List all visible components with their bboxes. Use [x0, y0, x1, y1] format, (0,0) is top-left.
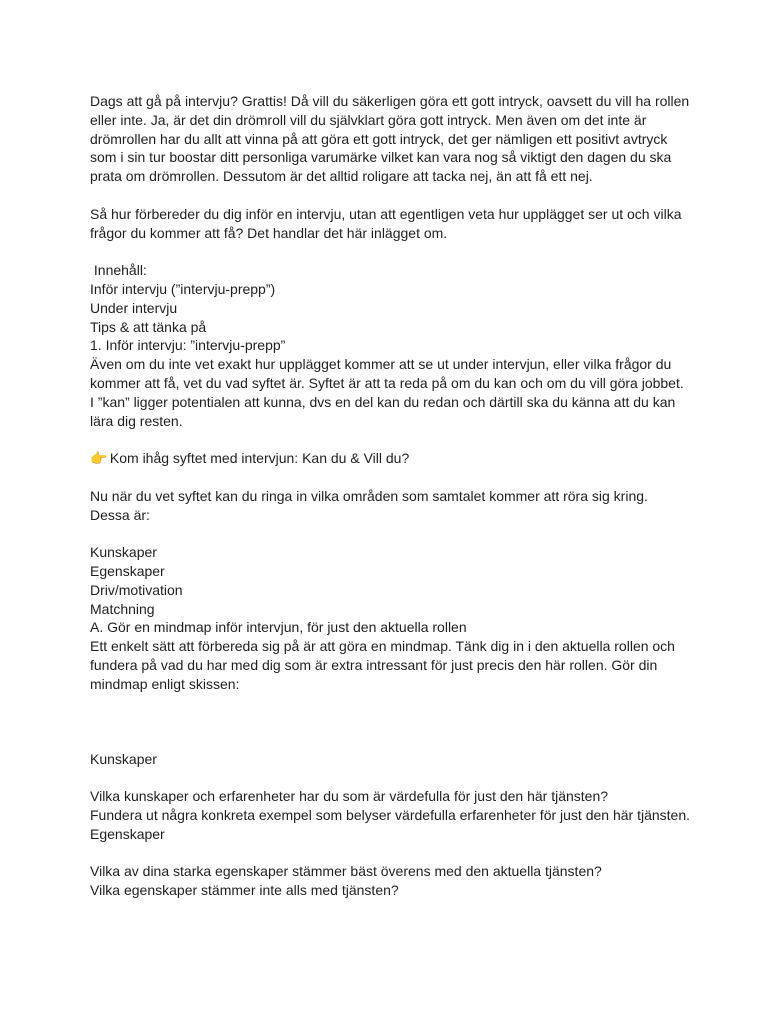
toc-item-3: Tips & att tänka på: [90, 318, 207, 335]
intro-paragraph: Dags att gå på intervju? Grattis! Då vill du säkerligen göra ett gott intryck, oavsett du vill ha rollen eller inte. Ja, är det din drömroll vill du självklart göra gott intryck. Men även om det inte är drömrollen har du allt att vinna på att göra ett gott intryck, det ger nämligen ett positivt avtryck som i sin tur boostar ditt personliga varumärke vilket kan vara nog så viktigt den dagen du ska prata om drömrollen. Dessutom är det alltid roligare att tacka nej, än att få ett nej.: [90, 93, 690, 185]
kunskaper-question-2: Fundera ut några konkreta exempel som belyser värdefulla erfarenheter för just den här tjänsten.: [90, 806, 690, 823]
toc-item-1: Inför intervju (”intervju-prepp”): [90, 280, 276, 297]
egenskaper-heading: Egenskaper: [90, 825, 165, 842]
pointing-hand-icon: 👉: [90, 450, 108, 467]
tip-line: [90, 449, 690, 468]
sectionA-heading: A. Gör en mindmap inför intervjun, för just den aktuella rollen: [90, 619, 467, 636]
sectionA-paragraph: Ett enkelt sätt att förbereda sig på är att göra en mindmap. Tänk dig in i den aktuella rollen och fundera på vad du har med dig som är extra intressant för just precis den här rollen. Gör din mindmap enligt skissen:: [90, 638, 675, 692]
egenskaper-question-1: Vilka av dina starka egenskaper stämmer bäst överens med den aktuella tjänsten?: [90, 863, 602, 880]
kunskaper-question-1: Vilka kunskaper och erfarenheter har du som är värdefulla för just den här tjänsten?: [90, 788, 609, 805]
area-item-4: Matchning: [90, 600, 155, 617]
egenskaper-question-2: Vilka egenskaper stämmer inte alls med tjänsten?: [90, 882, 399, 899]
kunskaper-heading: Kunskaper: [90, 750, 157, 767]
toc-title: Innehåll:: [90, 262, 147, 279]
areas-intro: Nu när du vet syftet kan du ringa in vilka områden som samtalet kommer att röra sig kring. Dessa är:: [90, 487, 648, 523]
area-item-1: Kunskaper: [90, 544, 157, 561]
document-page: [90, 92, 690, 900]
section1-paragraph: Även om du inte vet exakt hur upplägget kommer att se ut under intervjun, eller vilka frågor du kommer att få, vet du vad syftet är. Syftet är att ta reda på om du kan och om du vill göra jobbet. I ”kan” ligger potentialen att kunna, dvs en del kan du redan och därtill ska du känna att du kan lära dig resten.: [90, 356, 684, 429]
toc-item-2: Under intervju: [90, 299, 178, 316]
tip-text: Kom ihåg syftet med intervjun: Kan du & Vill du?: [106, 450, 410, 467]
section1-heading: 1. Inför intervju: ”intervju-prepp”: [90, 337, 286, 354]
area-item-3: Driv/motivation: [90, 581, 183, 598]
area-item-2: Egenskaper: [90, 562, 165, 579]
question-paragraph: Så hur förbereder du dig inför en intervju, utan att egentligen veta hur upplägget ser ut och vilka frågor du kommer att få? Det handlar det här inlägget om.: [90, 205, 682, 241]
